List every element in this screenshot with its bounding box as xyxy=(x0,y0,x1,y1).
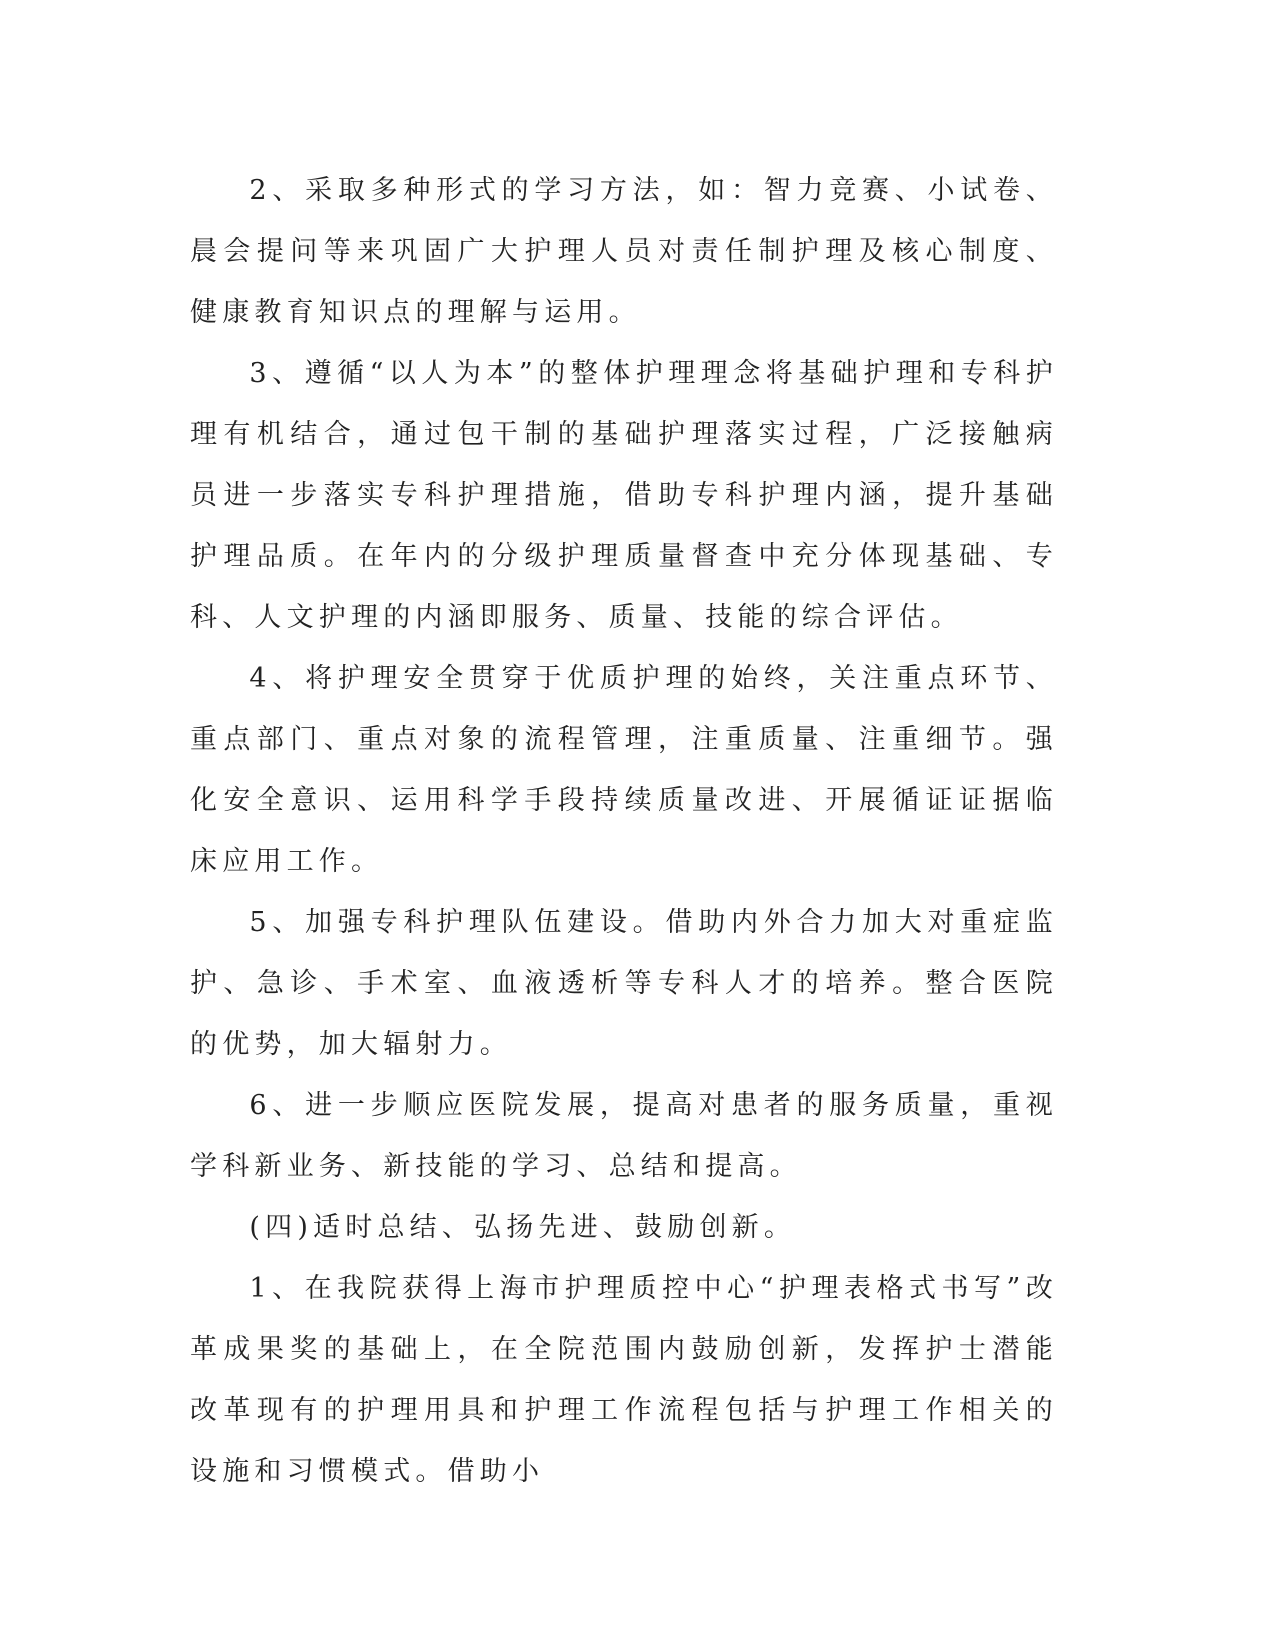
paragraph-item-6: 6、进一步顺应医院发展，提高对患者的服务质量，重视学科新业务、新技能的学习、总结和提高。 xyxy=(190,1090,1058,1182)
paragraph-item-4: 4、将护理安全贯穿于优质护理的始终，关注重点环节、重点部门、重点对象的流程管理，注重质量、注重细节。强化安全意识、运用科学手段持续质量改进、开展循证证据临床应用工作。 xyxy=(190,663,1058,877)
paragraph-item-3: 3、遵循“以人为本”的整体护理理念将基础护理和专科护理有机结合，通过包干制的基础护理落实过程，广泛接触病员进一步落实专科护理措施，借助专科护理内涵，提升基础护理品质。在年内的分级护理质量督查中充分体现基础、专科、人文护理的内涵即服务、质量、技能的综合评估。 xyxy=(190,358,1058,633)
paragraph-item-5: 5、加强专科护理队伍建设。借助内外合力加大对重症监护、急诊、手术室、血液透析等专科人才的培养。整合医院的优势，加大辐射力。 xyxy=(190,907,1058,1060)
paragraph-item-2: 2、采取多种形式的学习方法，如：智力竞赛、小试卷、晨会提问等来巩固广大护理人员对责任制护理及核心制度、健康教育知识点的理解与运用。 xyxy=(190,175,1058,328)
section-heading: (四)适时总结、弘扬先进、鼓励创新。 xyxy=(249,1212,797,1243)
paragraph-item-1: 1、在我院获得上海市护理质控中心“护理表格式书写”改革成果奖的基础上，在全院范围内鼓励创新，发挥护士潜能改革现有的护理用具和护理工作流程包括与护理工作相关的设施和习惯模式。借助小 xyxy=(190,1273,1058,1487)
document-body xyxy=(190,160,1058,1502)
